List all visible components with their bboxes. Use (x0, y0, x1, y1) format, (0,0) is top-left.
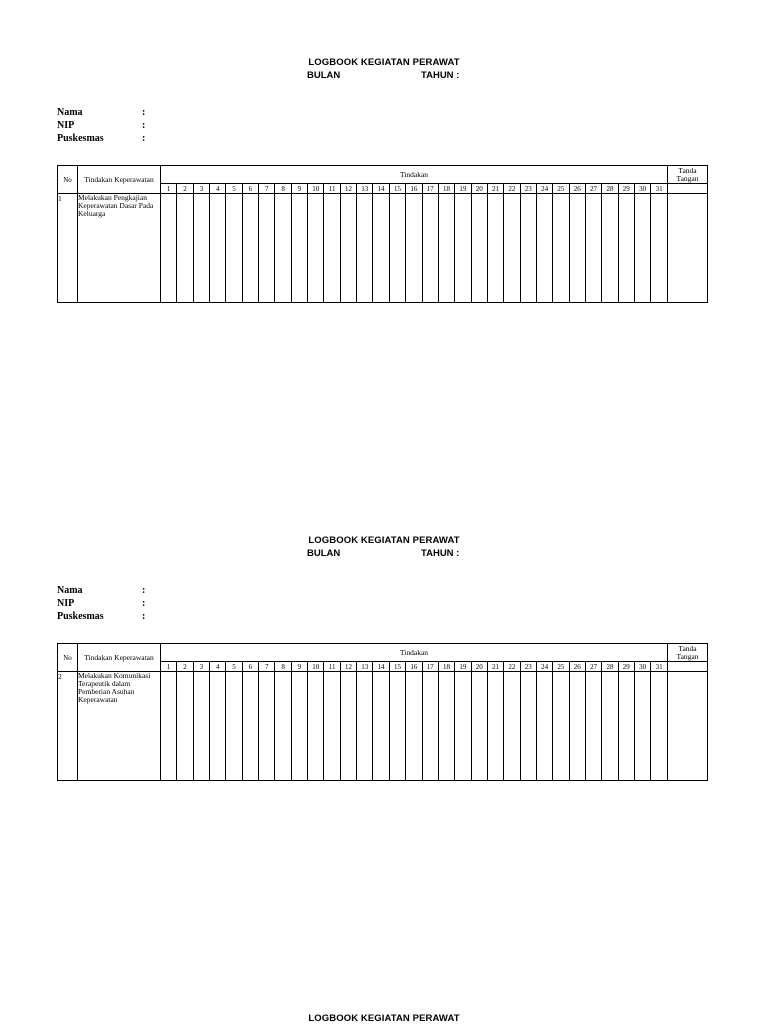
day-cell-14[interactable] (373, 194, 389, 303)
header-tindakan: Tindakan (161, 644, 668, 662)
day-header-24: 24 (536, 184, 552, 194)
identity-fields (57, 106, 146, 145)
header-tindakan: Tindakan (161, 166, 668, 184)
day-cell-20[interactable] (471, 194, 487, 303)
day-cell-4[interactable] (210, 672, 226, 781)
header-no: No (58, 644, 78, 672)
day-header-14: 14 (373, 184, 389, 194)
day-cell-2[interactable] (177, 672, 193, 781)
day-cell-19[interactable] (455, 672, 471, 781)
day-header-6: 6 (242, 662, 258, 672)
day-header-18: 18 (438, 662, 454, 672)
day-header-27: 27 (585, 184, 601, 194)
day-cell-8[interactable] (275, 194, 291, 303)
day-cell-11[interactable] (324, 672, 340, 781)
day-cell-6[interactable] (242, 194, 258, 303)
logbook-table (57, 165, 708, 303)
day-header-27: 27 (585, 662, 601, 672)
day-header-10: 10 (308, 662, 324, 672)
day-header-21: 21 (487, 184, 503, 194)
day-header-31: 31 (651, 662, 668, 672)
field-colon: : (142, 585, 146, 596)
field-puskesmas (57, 132, 146, 145)
day-header-14: 14 (373, 662, 389, 672)
field-label: Puskesmas (57, 133, 104, 144)
day-header-6: 6 (242, 184, 258, 194)
bulan-label: BULAN (307, 548, 341, 559)
field-nama (57, 584, 146, 597)
day-header-21: 21 (487, 662, 503, 672)
page-title: LOGBOOK KEGIATAN PERAWAT (308, 535, 460, 546)
day-cell-27[interactable] (585, 672, 601, 781)
day-cell-17[interactable] (422, 194, 438, 303)
day-header-11: 11 (324, 662, 340, 672)
day-header-3: 3 (193, 662, 209, 672)
day-header-15: 15 (389, 184, 405, 194)
day-header-16: 16 (406, 662, 422, 672)
header-tindakan-keperawatan: Tindakan Keperawatan (78, 166, 161, 194)
day-cell-28[interactable] (602, 194, 618, 303)
day-header-9: 9 (291, 184, 307, 194)
day-header-2: 2 (177, 184, 193, 194)
day-header-26: 26 (569, 662, 585, 672)
header-no: No (58, 166, 78, 194)
day-header-1: 1 (161, 662, 177, 672)
day-cell-26[interactable] (569, 672, 585, 781)
day-cell-21[interactable] (487, 672, 503, 781)
day-cell-6[interactable] (242, 672, 258, 781)
day-cell-15[interactable] (389, 672, 405, 781)
day-cell-25[interactable] (553, 194, 569, 303)
field-label: Puskesmas (57, 611, 104, 622)
day-header-4: 4 (210, 184, 226, 194)
day-cell-10[interactable] (308, 194, 324, 303)
day-cell-13[interactable] (357, 194, 373, 303)
row-number: 2 (58, 672, 78, 781)
row-activity: Melakukan Komunikasi Terapeutik dalam Pemberian Asuhan Keperawatan (78, 672, 161, 781)
day-header-2: 2 (177, 662, 193, 672)
day-cell-9[interactable] (291, 194, 307, 303)
field-nama (57, 106, 146, 119)
day-cell-17[interactable] (422, 672, 438, 781)
day-cell-5[interactable] (226, 672, 242, 781)
row-activity: Melakukan Pengkajian Keperawatan Dasar Pada Keluarga (78, 194, 161, 303)
day-header-8: 8 (275, 662, 291, 672)
day-cell-27[interactable] (585, 194, 601, 303)
day-header-31: 31 (651, 184, 668, 194)
day-cell-3[interactable] (193, 194, 209, 303)
day-header-26: 26 (569, 184, 585, 194)
identity-fields (57, 584, 146, 623)
day-header-23: 23 (520, 662, 536, 672)
ttd-subheader (668, 662, 708, 672)
day-cell-22[interactable] (504, 672, 520, 781)
day-header-11: 11 (324, 184, 340, 194)
row-number: 1 (58, 194, 78, 303)
field-label: Nama (57, 107, 83, 118)
day-header-28: 28 (602, 662, 618, 672)
ttd-subheader (668, 184, 708, 194)
day-cell-26[interactable] (569, 194, 585, 303)
day-header-20: 20 (471, 184, 487, 194)
day-header-8: 8 (275, 184, 291, 194)
day-header-9: 9 (291, 662, 307, 672)
day-header-3: 3 (193, 184, 209, 194)
day-header-5: 5 (226, 184, 242, 194)
field-nip (57, 119, 146, 132)
day-cell-4[interactable] (210, 194, 226, 303)
day-header-10: 10 (308, 184, 324, 194)
tahun-label: TAHUN : (421, 548, 460, 559)
day-cell-7[interactable] (259, 672, 275, 781)
day-cell-18[interactable] (438, 672, 454, 781)
day-cell-19[interactable] (455, 194, 471, 303)
tahun-label: TAHUN : (421, 70, 460, 81)
logbook-table (57, 643, 708, 781)
day-cell-31[interactable] (651, 194, 668, 303)
day-cell-29[interactable] (618, 672, 634, 781)
field-label: NIP (57, 120, 75, 131)
day-cell-29[interactable] (618, 194, 634, 303)
header-tanda-tangan: Tanda Tangan (668, 644, 708, 662)
day-header-17: 17 (422, 662, 438, 672)
day-cell-9[interactable] (291, 672, 307, 781)
header-tanda-tangan: Tanda Tangan (668, 166, 708, 184)
field-colon: : (142, 133, 146, 144)
field-nip (57, 597, 146, 610)
day-cell-1[interactable] (161, 672, 177, 781)
day-header-15: 15 (389, 662, 405, 672)
day-cell-14[interactable] (373, 672, 389, 781)
day-cell-12[interactable] (340, 672, 356, 781)
day-header-24: 24 (536, 662, 552, 672)
field-label: NIP (57, 598, 75, 609)
day-header-28: 28 (602, 184, 618, 194)
day-header-7: 7 (259, 184, 275, 194)
header-tindakan-keperawatan: Tindakan Keperawatan (78, 644, 161, 672)
day-cell-16[interactable] (406, 672, 422, 781)
day-cell-11[interactable] (324, 194, 340, 303)
bulan-label: BULAN (307, 70, 341, 81)
day-header-25: 25 (553, 662, 569, 672)
day-cell-8[interactable] (275, 672, 291, 781)
day-header-30: 30 (634, 184, 650, 194)
day-header-29: 29 (618, 662, 634, 672)
day-header-16: 16 (406, 184, 422, 194)
day-cell-10[interactable] (308, 672, 324, 781)
day-header-13: 13 (357, 662, 373, 672)
day-cell-5[interactable] (226, 194, 242, 303)
day-cell-30[interactable] (634, 672, 650, 781)
signature-cell[interactable] (668, 672, 708, 781)
day-cell-23[interactable] (520, 194, 536, 303)
day-cell-12[interactable] (340, 194, 356, 303)
signature-cell[interactable] (668, 194, 708, 303)
table-row (58, 672, 708, 781)
field-colon: : (142, 611, 146, 622)
day-header-12: 12 (340, 662, 356, 672)
day-header-22: 22 (504, 184, 520, 194)
day-header-25: 25 (553, 184, 569, 194)
field-colon: : (142, 120, 146, 131)
day-header-7: 7 (259, 662, 275, 672)
day-cell-2[interactable] (177, 194, 193, 303)
day-cell-21[interactable] (487, 194, 503, 303)
day-cell-31[interactable] (651, 672, 668, 781)
day-cell-18[interactable] (438, 194, 454, 303)
day-cell-24[interactable] (536, 194, 552, 303)
table-row (58, 194, 708, 303)
day-cell-30[interactable] (634, 194, 650, 303)
day-header-13: 13 (357, 184, 373, 194)
day-header-19: 19 (455, 184, 471, 194)
day-cell-16[interactable] (406, 194, 422, 303)
field-colon: : (142, 598, 146, 609)
day-cell-22[interactable] (504, 194, 520, 303)
day-cell-7[interactable] (259, 194, 275, 303)
day-header-23: 23 (520, 184, 536, 194)
page-title: LOGBOOK KEGIATAN PERAWAT (308, 1013, 460, 1024)
day-cell-13[interactable] (357, 672, 373, 781)
day-cell-1[interactable] (161, 194, 177, 303)
day-header-30: 30 (634, 662, 650, 672)
day-header-17: 17 (422, 184, 438, 194)
day-cell-24[interactable] (536, 672, 552, 781)
day-header-29: 29 (618, 184, 634, 194)
day-cell-25[interactable] (553, 672, 569, 781)
day-cell-20[interactable] (471, 672, 487, 781)
day-header-18: 18 (438, 184, 454, 194)
field-puskesmas (57, 610, 146, 623)
day-header-5: 5 (226, 662, 242, 672)
day-header-20: 20 (471, 662, 487, 672)
day-header-12: 12 (340, 184, 356, 194)
day-cell-15[interactable] (389, 194, 405, 303)
page-title: LOGBOOK KEGIATAN PERAWAT (308, 57, 460, 68)
field-colon: : (142, 107, 146, 118)
day-header-4: 4 (210, 662, 226, 672)
day-header-19: 19 (455, 662, 471, 672)
day-header-22: 22 (504, 662, 520, 672)
day-cell-3[interactable] (193, 672, 209, 781)
day-cell-23[interactable] (520, 672, 536, 781)
day-cell-28[interactable] (602, 672, 618, 781)
day-header-1: 1 (161, 184, 177, 194)
field-label: Nama (57, 585, 83, 596)
